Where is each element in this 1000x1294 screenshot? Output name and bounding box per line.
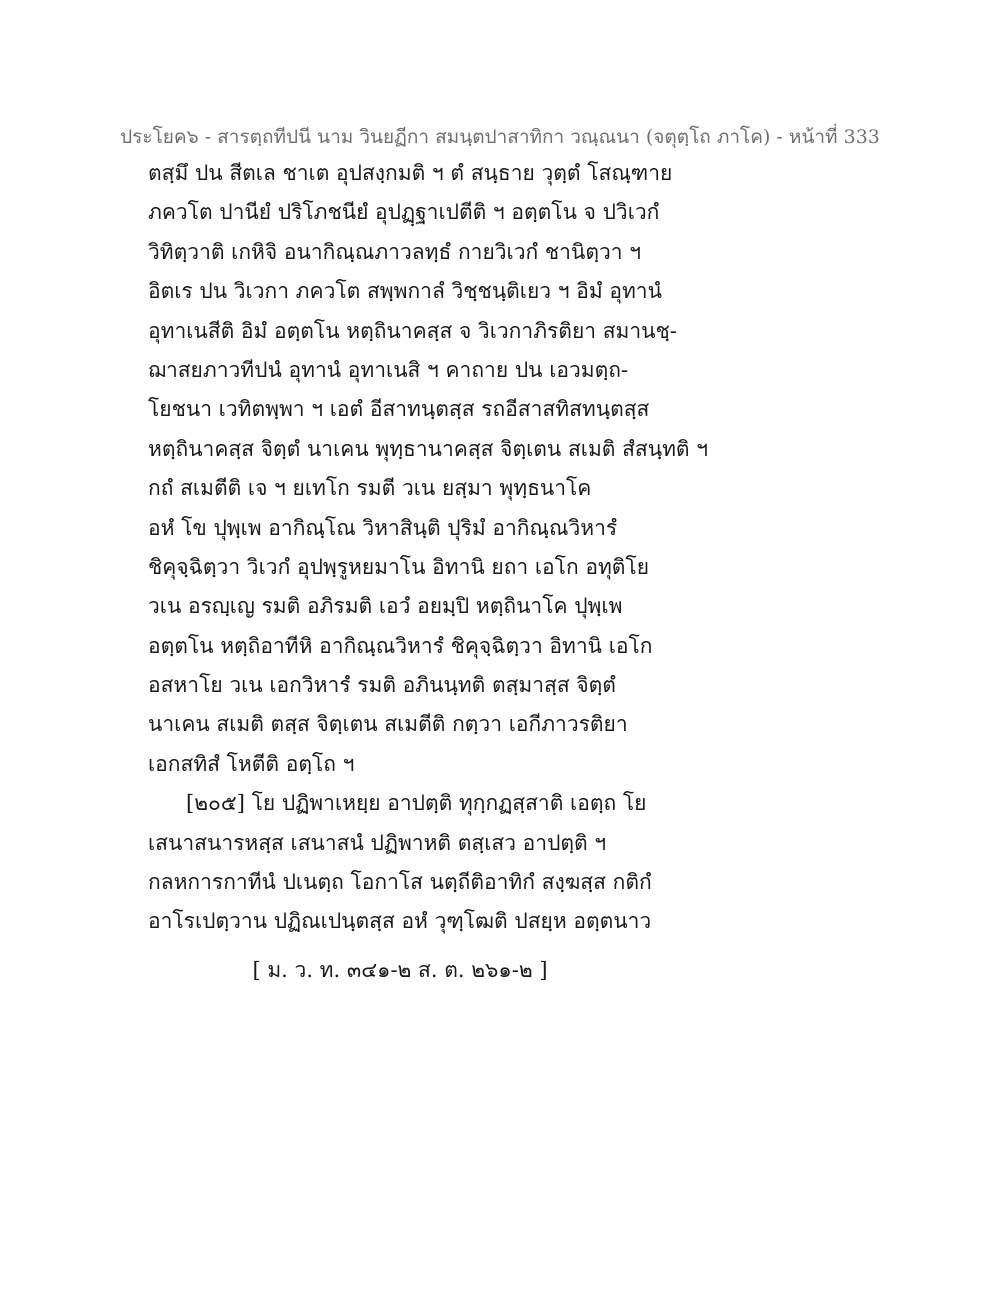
text-line: วิทิตฺวาติ เกหิจิ อนากิณฺณภาวลทฺธํ กายวิเวกํ ชานิตฺวา ฯ: [148, 239, 642, 264]
text-line: ภควโต ปานียํ ปริโภชนียํ อุปฏฺฐาเปตีติ ฯ อตฺตโน จ ปวิเวกํ: [148, 200, 660, 225]
text-line: ตสฺมึ ปน สีตเล ชาเต อุปสงฺกมติ ฯ ตํ สนฺธาย วุตฺตํ โสณฺฑาย: [148, 161, 673, 185]
text-line: อตฺตโน หตฺถิอาทีหิ อากิณฺณวิหารํ ชิคุจฺฉิตฺวา อิทานิ เอโก: [148, 633, 653, 658]
paragraph-start-line: [๒๐๕] โย ปฏิพาเหยฺย อาปตฺติ ทุกฺกฏสฺสาติ เอตฺถ โย: [186, 791, 647, 816]
text-line: โยชนา เวทิตพฺพา ฯ เอตํ อีสาทนฺตสฺส รถอีสาสทิสทนฺตสฺส: [148, 397, 650, 422]
text-line: ชิคุจฺฉิตฺวา วิเวกํ อุปพฺรูหยมาโน อิทานิ ยถา เอโก อทุติโย: [148, 554, 650, 579]
text-line: อหํ โข ปุพฺเพ อากิณฺโณ วิหาสินฺติ ปุริมํ อากิณฺณวิหารํ: [148, 515, 618, 540]
text-line: นาเคน สเมติ ตสฺส จิตฺเตน สเมตีติ กตฺวา เอกีภาวรติยา: [148, 712, 628, 737]
text-line: อสหาโย วเน เอกวิหารํ รมติ อภินนฺทติ ตสฺมาสฺส จิตฺตํ: [148, 673, 616, 698]
text-line: วเน อรญฺเญ รมติ อภิรมติ เอวํ อยมฺปิ หตฺถินาโค ปุพฺเพ: [148, 594, 623, 619]
text-line: เสนาสนารหสฺส เสนาสนํ ปฏิพาหติ ตสฺเสว อาปตฺติ ฯ: [148, 830, 607, 855]
text-line: อุทาเนสีติ อิมํ อตฺตโน หตฺถินาคสฺส จ วิเวกาภิรติยา สมานชฺ-: [148, 318, 677, 343]
text-line: กลหการกาทีนํ ปเนตฺถ โอกาโส นตฺถีติอาทิกํ สงฺฆสฺส กติกํ: [148, 870, 652, 895]
text-line: หตฺถินาคสฺส จิตฺตํ นาเคน พุทฺธานาคสฺส จิตฺเตน สเมติ สํสนฺทติ ฯ: [148, 436, 709, 461]
reference-footnote: [ ม. ว. ท. ๓๔๑-๒ ส. ต. ๒๖๑-๒ ]: [252, 958, 548, 982]
running-header: ประโยค๖ - สารตฺถทีปนี นาม วินยฏีกา สมนฺตปาสาทิกา วณฺณนา (จตุตฺโถ ภาโค) - หน้าที่ 333: [120, 126, 880, 148]
text-line: อาโรเปตฺวาน ปฏิณเปนฺตสฺส อหํ วุฑฺโฒติ ปสยฺห อตฺตนาว: [148, 909, 652, 934]
text-line: เอกสทิสํ โหตีติ อตฺโถ ฯ: [148, 751, 355, 776]
text-line: ฌาสยภาวทีปนํ อุทานํ อุทาเนสิ ฯ คาถาย ปน เอวมตฺถ-: [148, 357, 629, 382]
text-line: กถํ สเมตีติ เจ ฯ ยเทโก รมตี วเน ยสฺมา พุทฺธนาโค: [148, 476, 592, 501]
body-text: [148, 154, 709, 942]
text-line: อิตเร ปน วิเวกา ภควโต สพฺพกาลํ วิชฺชนฺติเยว ฯ อิมํ อุทานํ: [148, 279, 662, 304]
